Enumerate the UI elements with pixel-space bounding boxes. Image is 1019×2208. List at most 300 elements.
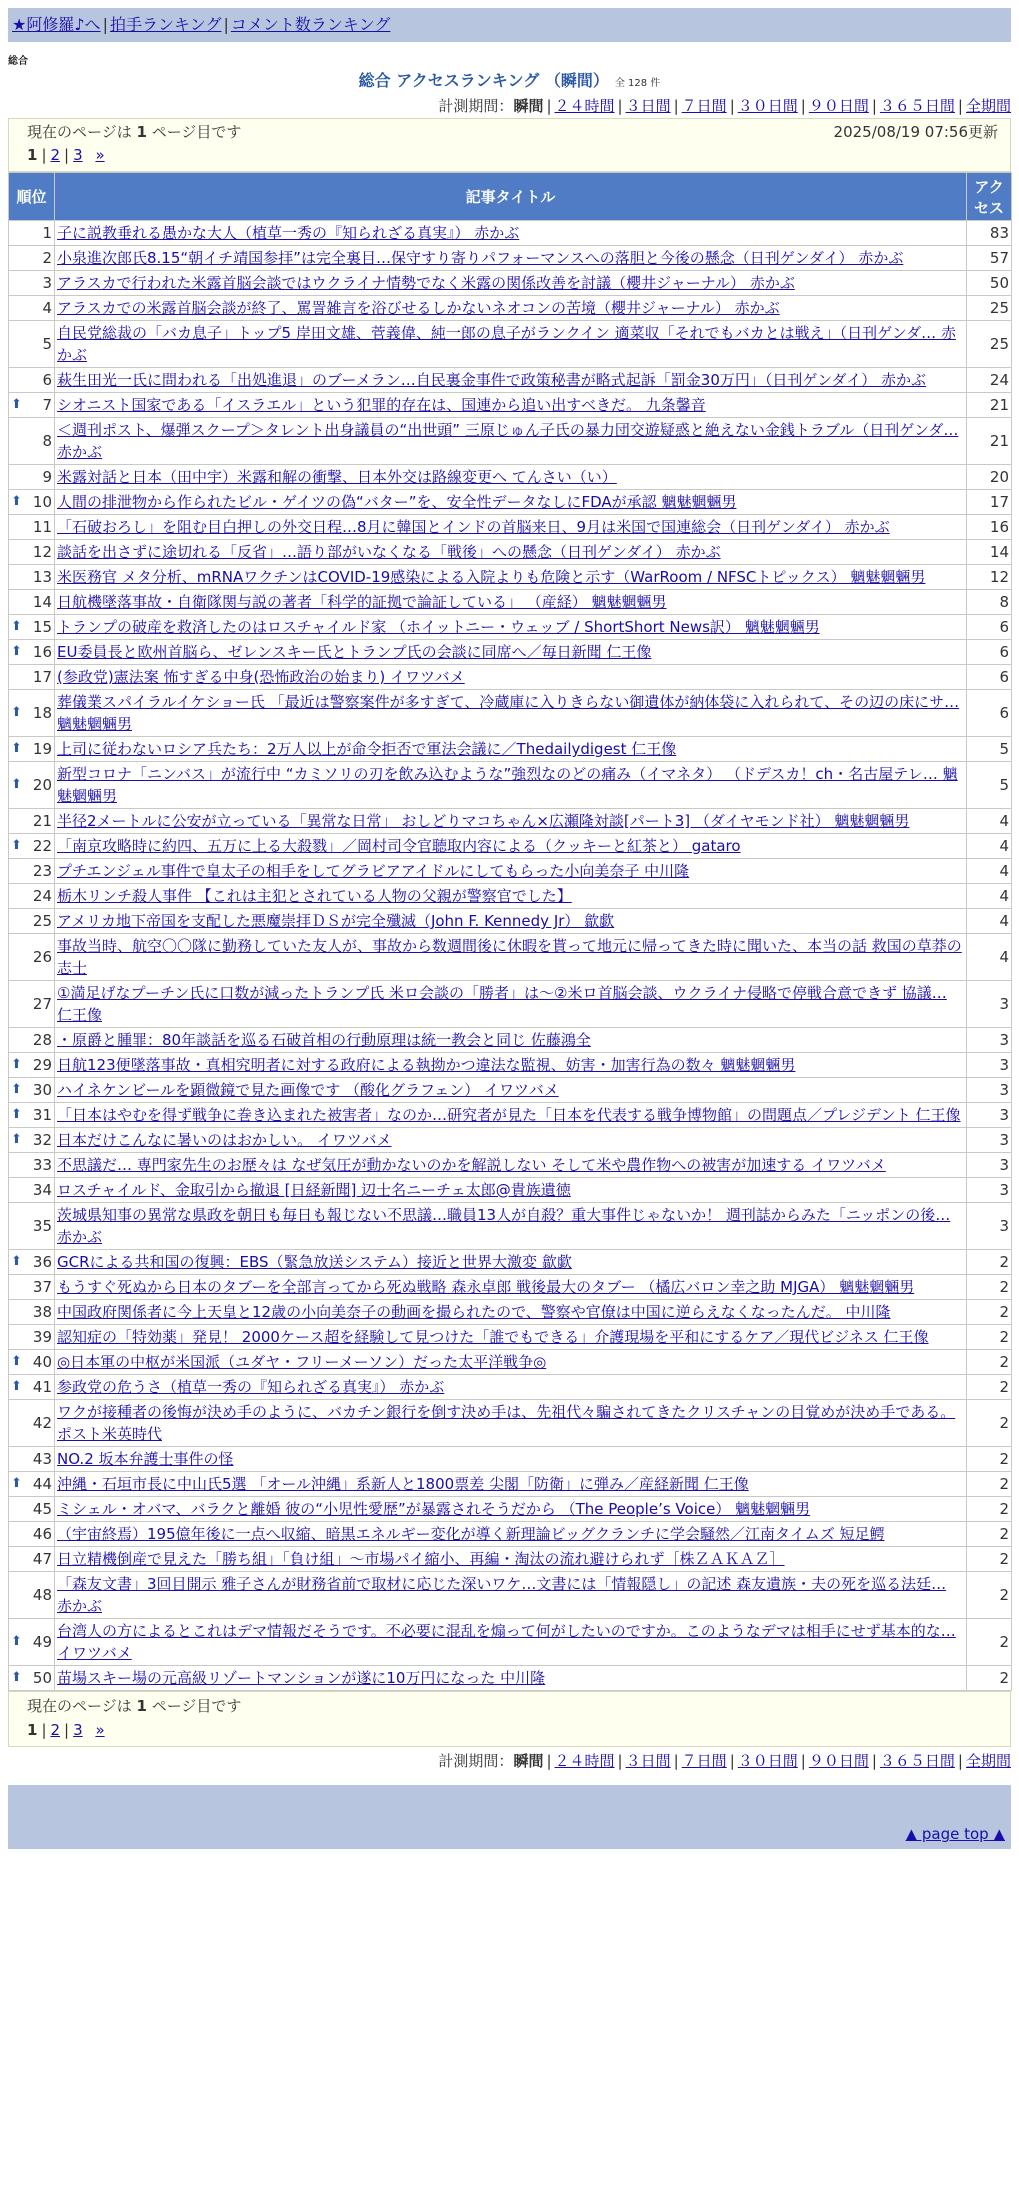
count-cell: 2 xyxy=(967,1250,1012,1275)
rank-cell xyxy=(9,615,55,640)
rank-number: 31 xyxy=(32,1106,52,1124)
count-cell: 3 xyxy=(967,1028,1012,1053)
table-row xyxy=(9,321,1012,368)
rank-number: 44 xyxy=(32,1475,52,1493)
title-cell xyxy=(55,1178,967,1203)
rank-cell xyxy=(9,737,55,762)
table-row xyxy=(9,1300,1012,1325)
article-link[interactable]: もうすぐ死ぬから日本のタブーを全部言ってから死ぬ戦略 森永卓郎 戦後最大のタブー （橘広バロン幸之助 MJGA） 魑魅魍魎男 xyxy=(57,1278,915,1296)
period-link-4[interactable]: ９０日間 xyxy=(808,1752,869,1770)
period-link-0[interactable]: ２４時間 xyxy=(554,1752,615,1770)
period-current: 瞬間 xyxy=(513,1752,544,1770)
count-cell: 24 xyxy=(967,368,1012,393)
up-arrow-icon: ⬆ xyxy=(11,838,22,853)
period-link-0[interactable]: ２４時間 xyxy=(554,97,615,115)
rank-cell xyxy=(9,515,55,540)
up-arrow-icon: ⬆ xyxy=(11,1670,22,1685)
period-separator: | xyxy=(957,97,963,115)
title-cell xyxy=(55,465,967,490)
rank-cell xyxy=(9,465,55,490)
table-row xyxy=(9,834,1012,859)
count-cell: 3 xyxy=(967,981,1012,1028)
article-link[interactable]: 人間の排泄物から作られたビル・ゲイツの偽“バター”を、安全性データなしにFDAが承認 魑魅魍魎男 xyxy=(57,493,737,511)
title-cell xyxy=(55,909,967,934)
period-link-2[interactable]: ７日間 xyxy=(681,97,727,115)
count-cell: 50 xyxy=(967,271,1012,296)
table-row xyxy=(9,1128,1012,1153)
title-cell xyxy=(55,1572,967,1619)
article-link[interactable]: ・原爵と腫罪：80年談話を巡る石破首相の行動原理は統一教会と同じ 佐藤鴻全 xyxy=(57,1031,591,1049)
article-link[interactable]: 中国政府関係者に今上天皇と12歳の小向美奈子の動画を撮られたので、警察や官僚は中国に逆らえなくなったんだ。 中川隆 xyxy=(57,1303,891,1321)
period-label: 計測期間： xyxy=(438,1752,514,1770)
article-link[interactable]: 「南京攻略時に約四、五万に上る大殺戮」／岡村司令官聴取内容による（クッキーと紅茶と） gataro xyxy=(57,837,741,855)
article-link[interactable]: 沖縄・石垣市長に中山氏5選 「オール沖縄」系新人と1800票差 尖閣「防衛」に弾み／産経新聞 仁王像 xyxy=(57,1475,749,1493)
rank-cell xyxy=(9,1400,55,1447)
rank-number: 26 xyxy=(32,948,52,966)
article-link[interactable]: 栃木リンチ殺人事件 【これは主犯とされている人物の父親が警察官でした】 xyxy=(57,887,572,905)
period-current: 瞬間 xyxy=(513,97,544,115)
nav-separator: | xyxy=(223,15,229,34)
count-cell: 6 xyxy=(967,640,1012,665)
rank-cell xyxy=(9,1028,55,1053)
title-cell xyxy=(55,690,967,737)
article-link[interactable]: 「森友文書」3回目開示 雅子さんが財務省前で取材に応じた深いワケ…文書には「情報隠し」の記述 森友遺族・夫の死を巡る法廷… 赤かぶ xyxy=(57,1575,947,1615)
table-row xyxy=(9,368,1012,393)
page-separator: | xyxy=(64,146,70,164)
table-row xyxy=(9,809,1012,834)
rank-number: 42 xyxy=(32,1414,52,1432)
count-cell: 16 xyxy=(967,515,1012,540)
page-title xyxy=(0,68,1019,92)
article-link[interactable]: 茨城県知事の異常な県政を朝日も毎日も報じない不思議…職員13人が自殺？重大事件じゃないか！ 週刊誌からみた「ニッポンの後… 赤かぶ xyxy=(57,1206,951,1246)
rank-cell xyxy=(9,1666,55,1691)
period-link-5[interactable]: ３６５日間 xyxy=(879,97,955,115)
article-link[interactable]: GCRによる共和国の復興：EBS（緊急放送システム）接近と世界大激変 歙歔 xyxy=(57,1253,572,1271)
article-link[interactable]: 萩生田光一氏に問われる「出処進退」のブーメラン…自民裏金事件で政策秘書が略式起訴「罰金30万円」（日刊ゲンダイ） 赤かぶ xyxy=(57,371,926,389)
page-link-0[interactable]: 2 xyxy=(50,1721,61,1739)
article-link[interactable]: ロスチャイルド、金取引から撤退 [日経新聞] 辺士名ニーチェ太郎@貴族遺徳 xyxy=(57,1181,571,1199)
table-row xyxy=(9,590,1012,615)
title-cell xyxy=(55,934,967,981)
rank-number: 39 xyxy=(32,1328,52,1346)
up-arrow-icon: ⬆ xyxy=(11,1354,22,1369)
nav-link-0[interactable]: ★阿修羅♪へ xyxy=(12,15,101,34)
count-cell: 2 xyxy=(967,1572,1012,1619)
count-cell: 2 xyxy=(967,1522,1012,1547)
rank-number: 28 xyxy=(32,1031,52,1049)
rank-number: 32 xyxy=(32,1131,52,1149)
article-link[interactable]: 半径2メートルに公安が立っている「異常な日常」 おしどりマコちゃん×広瀬隆対談[パート3] （ダイヤモンド社） 魑魅魍魎男 xyxy=(57,812,910,830)
title-cell xyxy=(55,1375,967,1400)
article-link[interactable]: (参政党)憲法案 怖すぎる中身(恐怖政治の始まり) イワツバメ xyxy=(57,668,465,686)
article-link[interactable]: ◎日本軍の中枢が米国派（ユダヤ・フリーメーソン）だった太平洋戦争◎ xyxy=(57,1353,547,1371)
count-cell: 2 xyxy=(967,1375,1012,1400)
article-link[interactable]: 台湾人の方によるとこれはデマ情報だそうです。不必要に混乱を煽って何がしたいのですか。このようなデマは相手にせず基本的な… イワツバメ xyxy=(57,1622,956,1662)
article-link[interactable]: 米医務官 メタ分析、mRNAワクチンはCOVID-19感染による入院よりも危険と示す（WarRoom / NFSCトピックス） 魑魅魍魎男 xyxy=(57,568,926,586)
title-cell xyxy=(55,640,967,665)
page-link-2[interactable]: » xyxy=(95,1721,105,1739)
title-cell xyxy=(55,1497,967,1522)
rank-cell xyxy=(9,1375,55,1400)
table-row xyxy=(9,465,1012,490)
count-cell: 3 xyxy=(967,1128,1012,1153)
page-current: 1 xyxy=(27,146,38,164)
article-link[interactable]: 「日本はやむを得ず戦争に巻き込まれた被害者」なのか…研究者が見た「日本を代表する戦争博物館」の問題点／プレジデント 仁王像 xyxy=(57,1106,961,1124)
up-arrow-icon: ⬆ xyxy=(11,1379,22,1394)
rank-cell xyxy=(9,271,55,296)
rank-number: 2 xyxy=(42,249,52,267)
table-row xyxy=(9,296,1012,321)
rank-number: 50 xyxy=(32,1669,52,1687)
rank-cell xyxy=(9,1053,55,1078)
title-cell xyxy=(55,271,967,296)
article-link[interactable]: プチエンジェル事件で皇太子の相手をしてグラビアアイドルにしてもらった小向美奈子 中川隆 xyxy=(57,862,690,880)
period-link-6[interactable]: 全期間 xyxy=(965,97,1011,115)
article-link[interactable]: 日航123便墜落事故・真相究明者に対する政府による執拗かつ違法な監視、妨害・加害行為の数々 魑魅魍魎男 xyxy=(57,1056,796,1074)
title-cell xyxy=(55,1153,967,1178)
article-link[interactable]: シオニスト国家である「イスラエル」という犯罪的存在は、国連から追い出すべきだ。 九条馨音 xyxy=(57,396,706,414)
period-link-6[interactable]: 全期間 xyxy=(965,1752,1011,1770)
title-cell xyxy=(55,1103,967,1128)
up-arrow-icon: ⬆ xyxy=(11,619,22,634)
rank-cell xyxy=(9,1522,55,1547)
rank-number: 9 xyxy=(42,468,52,486)
rank-number: 21 xyxy=(32,812,52,830)
article-link[interactable]: 「石破おろし」を阻む目白押しの外交日程…8月に韓国とインドの首脳来日、9月は米国で国連総会（日刊ゲンダイ） 赤かぶ xyxy=(57,518,890,536)
nav-link-2[interactable]: コメント数ランキング xyxy=(230,15,391,34)
article-link[interactable]: ＜週刊ポスト、爆弾スクープ＞タレント出身議員の“出世頭” 三原じゅん子氏の暴力団交遊疑惑と絶えない金銭トラブル（日刊ゲンダ… 赤かぶ xyxy=(57,421,959,461)
table-row xyxy=(9,1053,1012,1078)
period-link-1[interactable]: ３日間 xyxy=(625,1752,671,1770)
title-cell xyxy=(55,565,967,590)
rank-number: 35 xyxy=(32,1217,52,1235)
count-cell: 25 xyxy=(967,296,1012,321)
period-link-2[interactable]: ７日間 xyxy=(681,1752,727,1770)
period-separator: | xyxy=(673,97,679,115)
table-row xyxy=(9,1497,1012,1522)
rank-number: 38 xyxy=(32,1303,52,1321)
period-separator: | xyxy=(871,1752,877,1770)
rank-cell xyxy=(9,665,55,690)
top-nav xyxy=(8,8,1011,42)
up-arrow-icon: ⬆ xyxy=(11,741,22,756)
col-count-header: アクセス xyxy=(967,173,1012,221)
rank-number: 48 xyxy=(32,1586,52,1604)
page-separator: | xyxy=(64,1721,70,1739)
title-cell xyxy=(55,418,967,465)
rank-cell xyxy=(9,1128,55,1153)
count-cell: 3 xyxy=(967,1053,1012,1078)
table-row xyxy=(9,490,1012,515)
article-link[interactable]: 日立精機倒産で見えた「勝ち組」「負け組」～市場パイ縮小、再編・淘汰の流れ避けられず［株ＺＡＫＡＺ］ xyxy=(57,1550,785,1568)
rank-number: 30 xyxy=(32,1081,52,1099)
rank-cell xyxy=(9,859,55,884)
rank-number: 22 xyxy=(32,837,52,855)
rank-cell xyxy=(9,1275,55,1300)
count-cell: 12 xyxy=(967,565,1012,590)
title-cell xyxy=(55,221,967,246)
rank-cell xyxy=(9,1203,55,1250)
article-link[interactable]: ハイネケンビールを顕微鏡で見た画像です （酸化グラフェン） イワツバメ xyxy=(57,1081,559,1099)
up-arrow-icon: ⬆ xyxy=(11,1107,22,1122)
rank-cell xyxy=(9,1547,55,1572)
rank-number: 8 xyxy=(42,432,52,450)
page-top-bar xyxy=(8,1819,1011,1849)
count-cell: 2 xyxy=(967,1666,1012,1691)
count-cell: 17 xyxy=(967,490,1012,515)
period-separator: | xyxy=(617,1752,623,1770)
article-link[interactable]: 葬儀業スパイラルイケショー氏 「最近は警察案件が多すぎて、冷蔵庫に入りきらない御遺体が納体袋に入れられて、その辺の床にサ… 魑魅魍魎男 xyxy=(57,693,960,733)
up-arrow-icon: ⬆ xyxy=(11,705,22,720)
rank-cell xyxy=(9,1325,55,1350)
title-cell xyxy=(55,1472,967,1497)
article-link[interactable]: 認知症の「特効薬」発見！ 2000ケース超を経験して見つけた「誰でもできる」介護現場を平和にするケア／現代ビジネス 仁王像 xyxy=(57,1328,929,1346)
rank-cell xyxy=(9,393,55,418)
page-link-2[interactable]: » xyxy=(95,146,105,164)
category-label: 総合 xyxy=(8,56,28,67)
count-cell: 2 xyxy=(967,1447,1012,1472)
table-row xyxy=(9,859,1012,884)
rank-cell xyxy=(9,762,55,809)
period-separator: | xyxy=(871,97,877,115)
article-link[interactable]: アラスカで行われた米露首脳会談ではウクライナ情勢でなく米露の関係改善を討議（櫻井ジャーナル） 赤かぶ xyxy=(57,274,795,292)
table-row xyxy=(9,540,1012,565)
count-cell: 2 xyxy=(967,1472,1012,1497)
title-cell xyxy=(55,1300,967,1325)
table-row xyxy=(9,934,1012,981)
article-link[interactable]: （宇宙終焉）195億年後に一点へ収縮、暗黒エネルギー変化が導く新理論ビッグクランチに学会騒然／江南タイムズ 短足鰐 xyxy=(57,1525,885,1543)
table-row xyxy=(9,393,1012,418)
title-cell xyxy=(55,1028,967,1053)
period-selector-bottom xyxy=(8,1749,1011,1773)
count-cell: 2 xyxy=(967,1325,1012,1350)
article-link[interactable]: ミシェル・オバマ、バラクと離婚 彼の“小児性愛歴”が暴露されそうだから （The People’s Voice） 魑魅魍魎男 xyxy=(57,1500,811,1518)
page-top-link[interactable]: ▲ page top ▲ xyxy=(905,1825,1005,1843)
count-cell: 4 xyxy=(967,834,1012,859)
article-link[interactable]: NO.2 坂本弁護士事件の怪 xyxy=(57,1450,234,1468)
table-row xyxy=(9,1522,1012,1547)
count-cell: 4 xyxy=(967,884,1012,909)
up-arrow-icon: ⬆ xyxy=(11,1254,22,1269)
up-arrow-icon: ⬆ xyxy=(11,777,22,792)
rank-number: 47 xyxy=(32,1550,52,1568)
rank-cell xyxy=(9,1078,55,1103)
article-link[interactable]: 子に説教垂れる愚かな大人（植草一秀の『知られざる真実』） 赤かぶ xyxy=(57,224,520,242)
table-row xyxy=(9,1666,1012,1691)
table-row xyxy=(9,1178,1012,1203)
count-cell: 2 xyxy=(967,1350,1012,1375)
article-link[interactable]: 苗場スキー場の元高級リゾートマンションが遂に10万円になった 中川隆 xyxy=(57,1669,546,1687)
article-link[interactable]: 上司に従わないロシア兵たち：2万人以上が命令拒否で軍法会議に／Thedailydigest 仁王像 xyxy=(57,740,677,758)
table-row xyxy=(9,246,1012,271)
rank-number: 34 xyxy=(32,1181,52,1199)
count-cell: 21 xyxy=(967,418,1012,465)
title-cell xyxy=(55,296,967,321)
article-link[interactable]: 小泉進次郎氏8.15“朝イチ靖国参拝”は完全裏目…保守すり寄りパフォーマンスへの落胆と今後の懸念（日刊ゲンダイ） 赤かぶ xyxy=(57,249,904,267)
pager-top xyxy=(8,118,1011,172)
rank-number: 41 xyxy=(32,1378,52,1396)
rank-cell xyxy=(9,1103,55,1128)
period-link-3[interactable]: ３０日間 xyxy=(737,97,798,115)
count-cell: 3 xyxy=(967,1178,1012,1203)
rank-cell xyxy=(9,565,55,590)
period-link-4[interactable]: ９０日間 xyxy=(808,97,869,115)
article-link[interactable]: EU委員長と欧州首脳ら、ゼレンスキー氏とトランプ氏の会談に同席へ／毎日新聞 仁王像 xyxy=(57,643,652,661)
count-cell: 2 xyxy=(967,1275,1012,1300)
col-rank-header: 順位 xyxy=(9,173,55,221)
up-arrow-icon: ⬆ xyxy=(11,644,22,659)
rank-number: 19 xyxy=(32,740,52,758)
period-link-1[interactable]: ３日間 xyxy=(625,97,671,115)
article-link[interactable]: 日本だけこんなに暑いのはおかしい。 イワツバメ xyxy=(57,1131,392,1149)
period-selector-top xyxy=(8,94,1011,118)
table-row xyxy=(9,690,1012,737)
table-row xyxy=(9,1350,1012,1375)
count-cell: 4 xyxy=(967,934,1012,981)
page-spacer xyxy=(87,1721,92,1739)
up-arrow-icon: ⬆ xyxy=(11,1634,22,1649)
rank-cell xyxy=(9,1153,55,1178)
table-row xyxy=(9,665,1012,690)
rank-number: 10 xyxy=(32,493,52,511)
title-cell xyxy=(55,590,967,615)
period-separator: | xyxy=(800,97,806,115)
count-cell: 25 xyxy=(967,321,1012,368)
period-separator: | xyxy=(957,1752,963,1770)
title-cell xyxy=(55,246,967,271)
up-arrow-icon: ⬆ xyxy=(11,1476,22,1491)
rank-number: 23 xyxy=(32,862,52,880)
title-cell xyxy=(55,1350,967,1375)
page-link-0[interactable]: 2 xyxy=(50,146,61,164)
nav-link-1[interactable]: 拍手ランキング xyxy=(109,15,222,34)
page-separator: | xyxy=(41,1721,47,1739)
up-arrow-icon: ⬆ xyxy=(11,494,22,509)
rank-number: 15 xyxy=(32,618,52,636)
article-link[interactable]: アメリカ地下帝国を支配した悪魔崇拝ＤＳが完全殲滅（John F. Kennedy Jr） 歙歔 xyxy=(57,912,615,930)
title-cell xyxy=(55,665,967,690)
table-row xyxy=(9,762,1012,809)
title-cell xyxy=(55,393,967,418)
rank-cell xyxy=(9,540,55,565)
rank-number: 1 xyxy=(42,224,52,242)
rank-cell xyxy=(9,1250,55,1275)
rank-cell xyxy=(9,884,55,909)
count-cell: 4 xyxy=(967,809,1012,834)
table-row xyxy=(9,221,1012,246)
page-link-1[interactable]: 3 xyxy=(73,1721,83,1739)
title-cell xyxy=(55,1275,967,1300)
rank-cell xyxy=(9,1472,55,1497)
period-separator: | xyxy=(729,97,735,115)
rank-number: 37 xyxy=(32,1278,52,1296)
page-links xyxy=(27,143,998,167)
rank-cell xyxy=(9,246,55,271)
title-cell xyxy=(55,1078,967,1103)
count-cell: 20 xyxy=(967,465,1012,490)
rank-cell xyxy=(9,834,55,859)
table-row xyxy=(9,1400,1012,1447)
count-cell: 2 xyxy=(967,1547,1012,1572)
title-cell xyxy=(55,1522,967,1547)
title-cell xyxy=(55,1619,967,1666)
page-current: 1 xyxy=(27,1721,38,1739)
title-cell xyxy=(55,884,967,909)
article-link[interactable]: ワクが接種者の後悔が決め手のように、バカチン銀行を倒す決め手は、先祖代々騙されてきたクリスチャンの目覚めが決め手である。 ポスト米英時代 xyxy=(57,1403,956,1443)
article-link[interactable]: 不思議だ… 専門家先生のお歴々は なぜ気圧が動かないのかを解説しない そして米や農作物への被害が加速する イワツバメ xyxy=(57,1156,886,1174)
rank-cell xyxy=(9,981,55,1028)
article-link[interactable]: 新型コロナ「ニンバス」が流行中 “カミソリの刃を飲み込むような”強烈なのどの痛み（イマネタ） （ドデスカ！ch・名古屋テレ… 魑魅魍魎男 xyxy=(57,765,958,805)
title-cell xyxy=(55,1250,967,1275)
rank-cell xyxy=(9,809,55,834)
count-cell: 5 xyxy=(967,762,1012,809)
article-link[interactable]: ①満足げなプーチン氏に口数が減ったトランプ氏 米ロ会談の「勝者」は～②米ロ首脳会談、ウクライナ侵略で停戦合意できず 協議… 仁王像 xyxy=(57,984,947,1024)
period-separator: | xyxy=(546,97,552,115)
count-cell: 2 xyxy=(967,1497,1012,1522)
count-cell: 3 xyxy=(967,1078,1012,1103)
rank-number: 24 xyxy=(32,887,52,905)
title-cell xyxy=(55,1325,967,1350)
title-cell xyxy=(55,1203,967,1250)
rank-number: 5 xyxy=(42,335,52,353)
page-link-1[interactable]: 3 xyxy=(73,146,83,164)
rank-cell xyxy=(9,690,55,737)
article-link[interactable]: 自民党総裁の「バカ息子」トップ5 岸田文雄、菅義偉、純一郎の息子がランクイン 適菜収「それでもバカとは戦え」（日刊ゲンダ… 赤かぶ xyxy=(57,324,956,364)
period-separator: | xyxy=(673,1752,679,1770)
title-cell xyxy=(55,321,967,368)
article-link[interactable]: 参政党の危うさ（植草一秀の『知られざる真実』） 赤かぶ xyxy=(57,1378,445,1396)
table-row xyxy=(9,981,1012,1028)
title-cell xyxy=(55,1400,967,1447)
page-spacer xyxy=(87,146,92,164)
period-separator: | xyxy=(800,1752,806,1770)
table-row xyxy=(9,1375,1012,1400)
rank-number: 20 xyxy=(32,776,52,794)
count-cell: 3 xyxy=(967,1203,1012,1250)
period-link-3[interactable]: ３０日間 xyxy=(737,1752,798,1770)
count-cell: 2 xyxy=(967,1300,1012,1325)
count-cell: 3 xyxy=(967,1153,1012,1178)
article-link[interactable]: 日航機墜落事故・自衛隊関与説の著者「科学的証拠で論証している」 （産経） 魑魅魍魎男 xyxy=(57,593,667,611)
count-cell: 57 xyxy=(967,246,1012,271)
table-row xyxy=(9,565,1012,590)
rank-number: 7 xyxy=(42,396,52,414)
count-cell: 3 xyxy=(967,1103,1012,1128)
title-cell xyxy=(55,859,967,884)
title-cell xyxy=(55,1447,967,1472)
page-info: 現在のページは 1 ページ目です xyxy=(27,123,242,141)
article-link[interactable]: 談話を出さずに途切れる「反省」…語り部がいなくなる「戦後」への懸念（日刊ゲンダイ） 赤かぶ xyxy=(57,543,721,561)
period-separator: | xyxy=(546,1752,552,1770)
rank-number: 25 xyxy=(32,912,52,930)
rank-number: 4 xyxy=(42,299,52,317)
rank-number: 6 xyxy=(42,371,52,389)
rank-number: 46 xyxy=(32,1525,52,1543)
pager-bottom xyxy=(8,1691,1011,1747)
article-link[interactable]: トランプの破産を救済したのはロスチャイルド家 （ホイットニー・ウェッブ / ShortShort News訳） 魑魅魍魎男 xyxy=(57,618,820,636)
article-link[interactable]: 事故当時、航空〇〇隊に勤務していた友人が、事故から数週間後に休暇を貰って地元に帰ってきた時に聞いた、本当の話 救国の草莽の志士 xyxy=(57,937,962,977)
count-cell: 21 xyxy=(967,393,1012,418)
article-link[interactable]: アラスカでの米露首脳会談が終了、罵詈雑言を浴びせるしかないネオコンの苦境（櫻井ジャーナル） 赤かぶ xyxy=(57,299,780,317)
title-cell xyxy=(55,762,967,809)
rank-number: 12 xyxy=(32,543,52,561)
period-link-5[interactable]: ３６５日間 xyxy=(879,1752,955,1770)
total-count: 全 128 件 xyxy=(614,78,661,89)
article-link[interactable]: 米露対話と日本（田中宇）米露和解の衝撃、日本外交は路線変更へ てんさい（い） xyxy=(57,468,617,486)
table-row xyxy=(9,418,1012,465)
title-cell xyxy=(55,809,967,834)
rank-number: 27 xyxy=(32,995,52,1013)
